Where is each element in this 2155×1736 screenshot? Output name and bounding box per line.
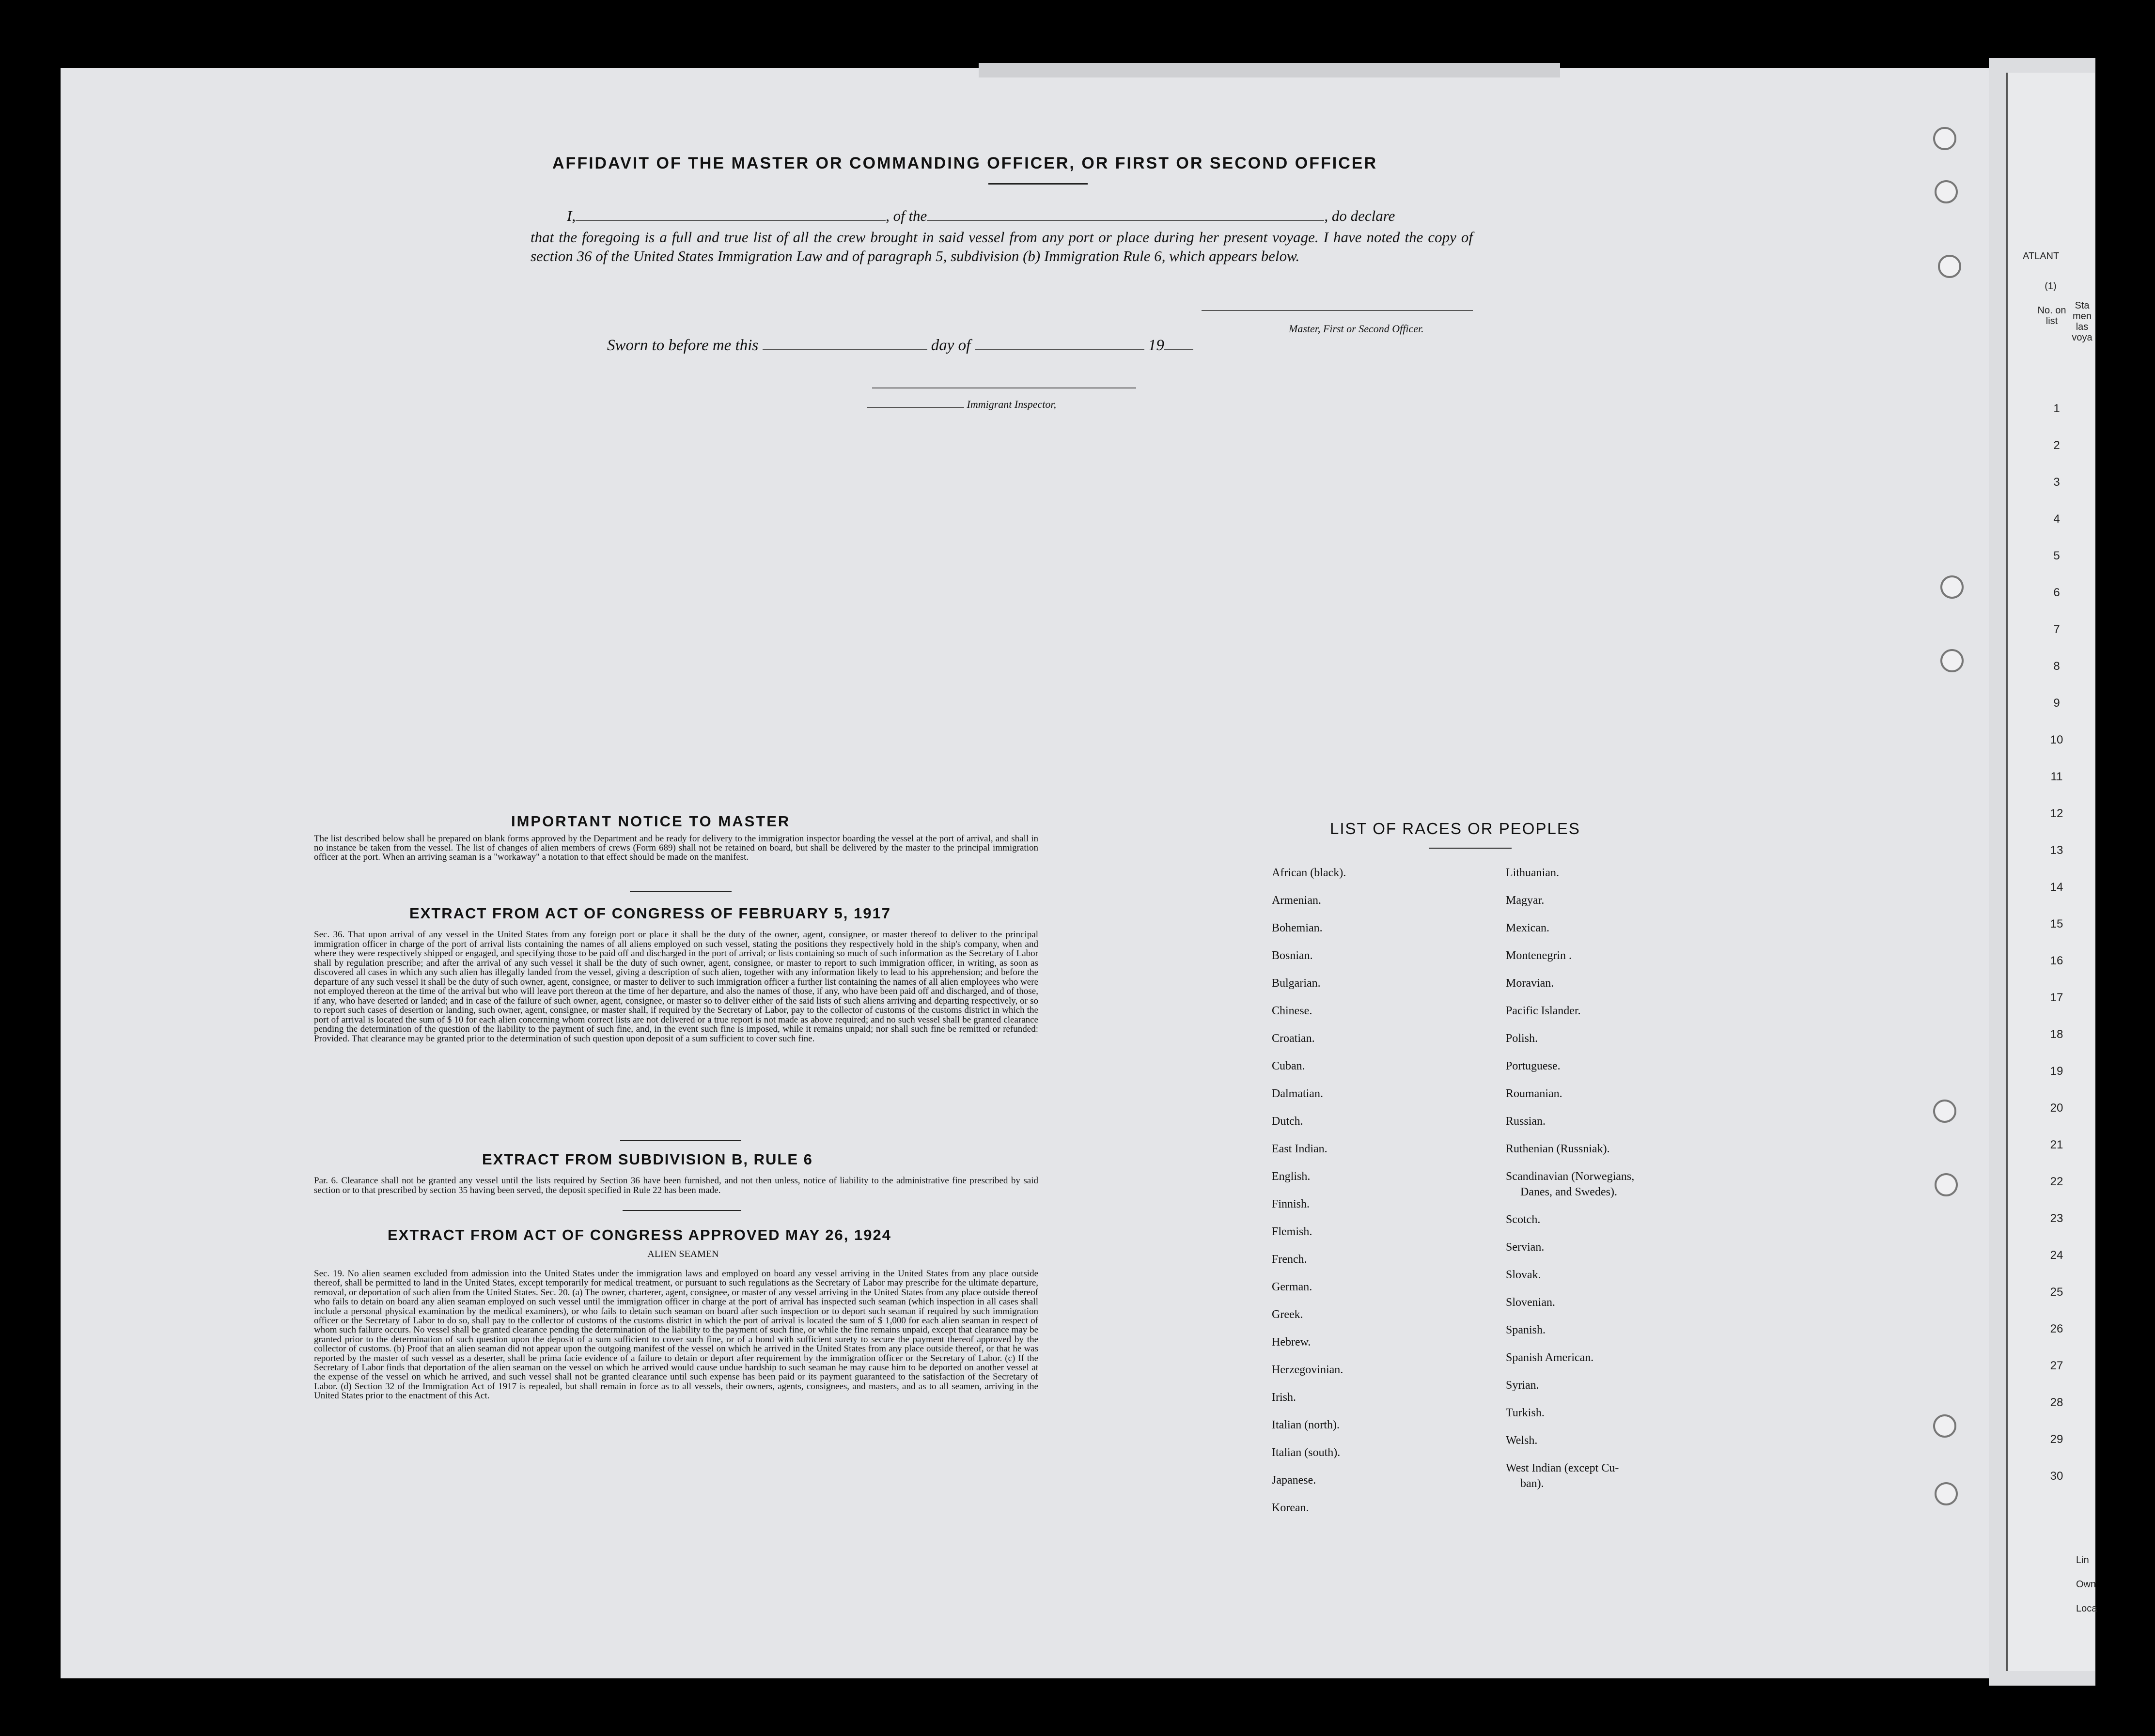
signature-blank[interactable]	[1202, 310, 1473, 311]
edge-corner-label: ATLANT	[2023, 251, 2060, 262]
inspector-line	[867, 398, 1056, 411]
vessel-blank[interactable]	[927, 220, 1324, 221]
race-item: Slovenian.	[1506, 1296, 1555, 1309]
month-blank[interactable]	[975, 349, 1144, 350]
edge-row-number: 29	[2050, 1433, 2063, 1446]
subdivision-body: Par. 6. Clearance shall not be granted any vessel until the lists required by Section 36 have been furnished, and not then unless, notice of liability to the administrative fine prescribed by said section or to that prescribed by section 35 having been served, the deposit specified in Rule 22 has been made.	[314, 1176, 1038, 1195]
race-item: Lithuanian.	[1506, 867, 1559, 879]
race-item: Dalmatian.	[1272, 1087, 1323, 1100]
race-item: Scotch.	[1506, 1213, 1541, 1226]
extract-1924-subtitle: ALIEN SEAMEN	[647, 1249, 719, 1259]
punch-hole	[1933, 1100, 1956, 1123]
edge-row-number: 11	[2050, 770, 2063, 783]
race-item: Turkish.	[1506, 1407, 1545, 1419]
edge-row-number: 28	[2050, 1396, 2063, 1409]
race-item: Chinese.	[1272, 1005, 1312, 1017]
edge-row-number: 19	[2050, 1065, 2063, 1078]
race-item: Italian (north).	[1272, 1419, 1340, 1431]
sworn-line	[607, 337, 1193, 355]
affidavit-declare: , do declare	[1324, 207, 1395, 224]
divider	[630, 891, 732, 892]
race-item: Welsh.	[1506, 1434, 1538, 1447]
edge-footer-1: Lin	[2076, 1555, 2089, 1566]
edge-row-number: 23	[2050, 1212, 2063, 1225]
punch-hole	[1933, 1414, 1956, 1438]
name-blank[interactable]	[576, 220, 886, 221]
race-item: Scandinavian (Norwegians,	[1506, 1170, 1635, 1183]
edge-footer-3: Loca	[2076, 1603, 2097, 1614]
race-item: Irish.	[1272, 1391, 1296, 1404]
edge-row-number: 1	[2053, 402, 2060, 415]
race-item: German.	[1272, 1281, 1312, 1293]
race-item: French.	[1272, 1253, 1307, 1266]
race-item: East Indian.	[1272, 1143, 1327, 1155]
notice-title: IMPORTANT NOTICE TO MASTER	[511, 813, 791, 830]
punch-hole	[1933, 127, 1956, 150]
divider	[620, 1140, 741, 1141]
race-item: Montenegrin .	[1506, 949, 1572, 962]
punch-hole	[1940, 575, 1964, 599]
edge-row-number: 9	[2053, 697, 2060, 710]
divider	[988, 183, 1088, 185]
year-blank[interactable]	[1164, 349, 1193, 350]
inspector-label: Immigrant Inspector,	[967, 398, 1057, 410]
edge-row-number: 22	[2050, 1175, 2063, 1188]
edge-row-number: 7	[2053, 623, 2060, 636]
extract-1924-body: Sec. 19. No alien seamen excluded from admission into the United States under the immigration laws and employed on board any vessel arriving in the United States from any place outside thereof, shall be permitted to land in the United States, except temporarily for medical treatment, or pursuant to such regulations as the Secretary of Labor may prescribe for the ultimate departure, removal, or deportation of such alien from the United States. Sec. 20. (a) The owner, charterer, agent, consignee, or master of any vessel arriving in the United States from any place outside thereof who fails to detain on board any alien seaman employed on such vessel until the immigration officer in charge at the port of arrival has inspected such seaman (which inspection in all cases shall include a personal physical examination by the medical examiners), or who fails to detain such seaman on board after such inspection or to deport such seaman if required by such immigration officer or the Secretary of Labor to do so, shall pay to the collector of customs of the customs district in which the port of arrival is located the sum of $ 1,000 for each alien seaman in respect of whom such failure occurs. No vessel shall be granted clearance pending the determination of the liability to the payment of such fine, or while the fine remains unpaid, except that clearance may be granted prior to the determination of such question upon the deposit of a sum sufficient to cover such fine, or of a bond with sufficient surety to secure the payment thereof approved by the collector of customs. (b) Proof that an alien seaman did not appear upon the outgoing manifest of the vessel on which he arrived in the United States from any place outside thereof, or that he was reported by the master of such vessel as a deserter, shall be prima facie evidence of a failure to detain or deport after requirement by the immigration officer or the Secretary of Labor. (c) If the Secretary of Labor finds that deportation of the alien seaman on the vessel on which he arrived would cause undue hardship to such seaman he may cause him to be deported on another vessel at the expense of the vessel on which he arrived, and such vessel shall not be granted clearance until such expense has been paid or its payment guaranteed to the satisfaction of the Secretary of Labor. (d) Section 32 of the Immigration Act of 1917 is repealed, but shall remain in force as to all vessels, their owners, agents, consignees, and masters, and as to all seamen, arriving in the United States prior to the enactment of this Act.	[314, 1269, 1038, 1401]
race-item: West Indian (except Cu-	[1506, 1462, 1619, 1474]
bleed-through-header	[979, 63, 1560, 78]
edge-header-num: (1)	[2045, 281, 2057, 292]
edge-row-number: 26	[2050, 1322, 2063, 1335]
edge-header-no: No. on list	[2037, 305, 2066, 326]
race-item: Ruthenian (Russniak).	[1506, 1143, 1610, 1155]
race-item: Dutch.	[1272, 1115, 1303, 1128]
divider	[623, 1210, 741, 1211]
race-item: Korean.	[1272, 1502, 1309, 1514]
race-item: Polish.	[1506, 1032, 1538, 1045]
affidavit-title: AFFIDAVIT OF THE MASTER OR COMMANDING OFFICER, OR FIRST OR SECOND OFFICER	[552, 154, 1377, 172]
race-item: ban).	[1520, 1477, 1544, 1490]
race-item: Danes, and Swedes).	[1520, 1186, 1617, 1198]
edge-row-number: 5	[2053, 549, 2060, 562]
edge-row-number: 25	[2050, 1286, 2063, 1299]
race-item: Greek.	[1272, 1308, 1303, 1321]
race-item: Armenian.	[1272, 894, 1321, 907]
extract-1924-title: EXTRACT FROM ACT OF CONGRESS APPROVED MAY 26, 1924	[388, 1226, 891, 1243]
signature-label: Master, First or Second Officer.	[1289, 323, 1424, 335]
sworn-text: Sworn to before me this	[607, 337, 759, 354]
race-item: Syrian.	[1506, 1379, 1539, 1392]
race-item: Finnish.	[1272, 1198, 1310, 1210]
race-item: Cuban.	[1272, 1060, 1305, 1072]
race-item: Bosnian.	[1272, 949, 1313, 962]
affidavit-of-the: , of the	[886, 207, 927, 224]
edge-row-number: 8	[2053, 660, 2060, 673]
punch-hole	[1935, 180, 1958, 203]
race-item: English.	[1272, 1170, 1311, 1183]
edge-footer-2: Own	[2076, 1579, 2096, 1590]
edge-row-number: 4	[2053, 512, 2060, 526]
race-item: Bulgarian.	[1272, 977, 1321, 990]
edge-row-number: 17	[2050, 991, 2063, 1004]
affidavit-line1	[567, 207, 1395, 225]
edge-row-number: 15	[2050, 917, 2063, 930]
race-item: Bohemian.	[1272, 922, 1323, 934]
race-item: Italian (south).	[1272, 1446, 1341, 1459]
race-item: Japanese.	[1272, 1474, 1316, 1487]
race-item: Roumanian.	[1506, 1087, 1562, 1100]
notice-body: The list described below shall be prepared on blank forms approved by the Department and be ready for delivery to the immigration inspector boarding the vessel at the port of arrival, and shall in no instance be taken from the vessel. The list of changes of alien members of crews (Form 689) shall not be retained on board, but shall be delivered by the master to the principal immigration officer at the port. When an arriving seaman is a "workaway" a notation to that effect should be made on the manifest.	[314, 834, 1038, 862]
document-page	[61, 68, 1989, 1678]
race-item: Flemish.	[1272, 1225, 1312, 1238]
edge-row-number: 13	[2050, 844, 2063, 857]
race-item: Portuguese.	[1506, 1060, 1561, 1072]
divider	[1429, 848, 1512, 849]
punch-hole	[1938, 255, 1961, 278]
races-column-1	[1272, 859, 1346, 1522]
race-item: Spanish.	[1506, 1324, 1546, 1336]
race-item: Servian.	[1506, 1241, 1545, 1254]
edge-header-st: Sta men las voya	[2072, 300, 2093, 343]
race-item: Moravian.	[1506, 977, 1554, 990]
race-item: Russian.	[1506, 1115, 1546, 1128]
race-item: African (black).	[1272, 867, 1346, 879]
edge-row-number: 24	[2050, 1249, 2063, 1262]
year-prefix: 19	[1148, 337, 1164, 354]
race-item: Slovak.	[1506, 1269, 1541, 1281]
inspector-blank[interactable]	[867, 407, 964, 408]
edge-row-number: 20	[2050, 1101, 2063, 1115]
punch-hole	[1940, 649, 1964, 672]
edge-row-number: 3	[2053, 476, 2060, 489]
edge-row-number: 12	[2050, 807, 2063, 820]
edge-row-number: 2	[2053, 439, 2060, 452]
races-column-2	[1506, 859, 1634, 1498]
races-title: LIST OF RACES OR PEOPLES	[1330, 820, 1580, 837]
punch-hole	[1935, 1482, 1958, 1505]
edge-row-number: 18	[2050, 1028, 2063, 1041]
edge-row-number: 14	[2050, 881, 2063, 894]
edge-row-number: 16	[2050, 954, 2063, 967]
race-item: Spanish American.	[1506, 1351, 1594, 1364]
edge-row-number: 21	[2050, 1138, 2063, 1151]
edge-row-number: 30	[2050, 1470, 2063, 1483]
extract-1917-title: EXTRACT FROM ACT OF CONGRESS OF FEBRUARY 5, 1917	[409, 905, 891, 922]
race-item: Hebrew.	[1272, 1336, 1311, 1348]
punch-hole	[1935, 1173, 1958, 1196]
edge-row-number: 10	[2050, 733, 2063, 746]
race-item: Mexican.	[1506, 922, 1549, 934]
edge-row-number: 27	[2050, 1359, 2063, 1372]
subdivision-title: EXTRACT FROM SUBDIVISION B, RULE 6	[482, 1151, 813, 1168]
race-item: Pacific Islander.	[1506, 1005, 1581, 1017]
edge-row-number: 6	[2053, 586, 2060, 599]
race-item: Herzegovinian.	[1272, 1364, 1343, 1376]
affidavit-i: I,	[567, 207, 576, 224]
affidavit-body: that the foregoing is a full and true list of all the crew brought in said vessel from any port or place during her present voyage. I have noted the copy of section 36 of the United States Immigration Law and of paragraph 5, subdivision (b) Immigration Rule 6, which appears below.	[531, 229, 1473, 264]
day-of-text: day of	[931, 337, 971, 354]
race-item: Magyar.	[1506, 894, 1545, 907]
sworn-day-blank[interactable]	[763, 349, 927, 350]
race-item: Croatian.	[1272, 1032, 1315, 1045]
extract-1917-body: Sec. 36. That upon arrival of any vessel in the United States from any foreign port or place it shall be the duty of the owner, agent, consignee, or master thereof to deliver to the principal immigration officer in charge of the port of arrival lists containing the names of all aliens employed on such vessel, stating the positions they respectively hold in the ship's company, when and where they were respectively shipped or engaged, and specifying those to be paid off and discharged in the port of arrival; or lists containing so much of such information as the Secretary of Labor shall by regulation prescribe; and after the arrival of any such vessel it shall be the duty of such owner, agent, consignee, or master to report to such immigration officer, in writing, as soon as discovered all cases in which any such alien has illegally landed from the vessel, giving a description of such alien, together with any information likely to lead to his apprehension; and before the departure of any such vessel it shall be the duty of such owner, agent, consignee, or master to deliver to such immigration officer a further list containing the names of all alien employees who were not employed thereon at the time of the arrival but who will leave port thereon at the time of her departure, and also the names of those, if any, who have been paid off and discharged, and of those, if any, who have deserted or landed; and in case of the failure of such owner, agent, consignee, or master so to deliver either of the said lists of such aliens arriving and departing respectively, or so to report such cases of desertion or landing, such owner, agent, consignee, or master shall, if required by the Secretary of Labor, pay to the collector of customs of the customs district in which the port of arrival is located the sum of $ 10 for each alien concerning whom correct lists are not delivered or a true report is not made as above required; and no such vessel shall be granted clearance pending the determination of the question of the liability to the payment of such fine, and, in the event such fine is imposed, while it remains unpaid; nor shall such fine be remitted or refunded: Provided. That clearance may be granted prior to the determination of such question upon deposit of a sum sufficient to cover such fine.	[314, 930, 1038, 1044]
